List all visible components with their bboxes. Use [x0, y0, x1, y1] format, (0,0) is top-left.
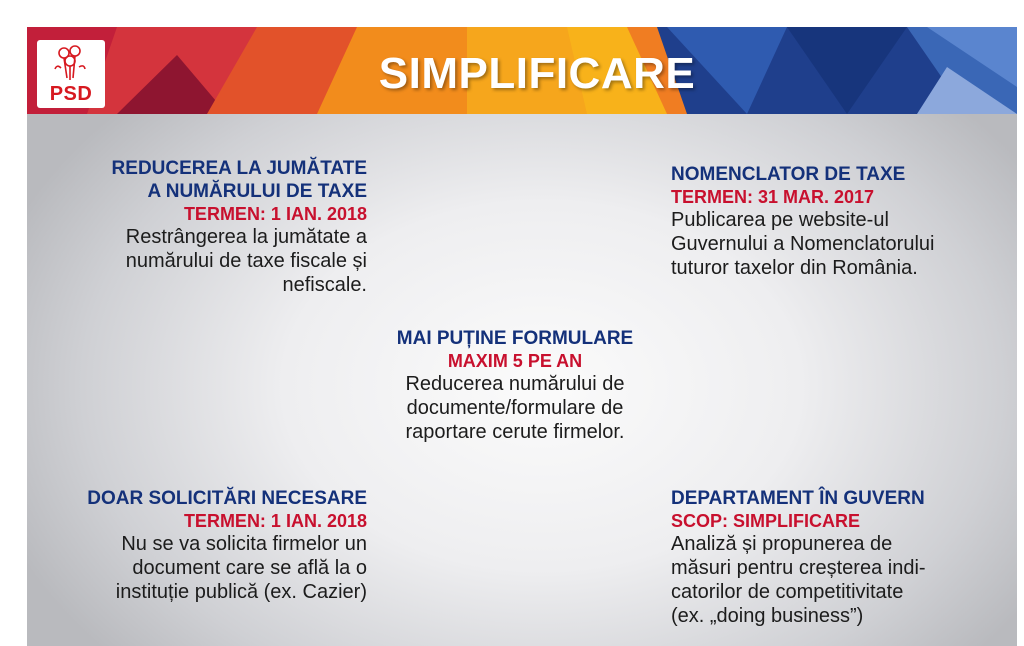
block-body-line: document care se află la o	[132, 557, 367, 579]
block-heading: REDUCEREA LA JUMĂTATE	[111, 158, 367, 179]
block-body-line: măsuri pentru creșterea indi-	[671, 557, 926, 579]
block-body-line: Nu se va solicita firmelor un	[121, 533, 367, 555]
header-banner	[27, 27, 1017, 114]
block-body-line: nefiscale.	[282, 274, 367, 296]
block-body-line: (ex. „doing business”)	[671, 605, 864, 627]
block-heading: A NUMĂRULUI DE TAXE	[147, 181, 367, 202]
block-government-department	[671, 487, 991, 628]
block-body-line: Analiză și propunerea de	[671, 533, 893, 555]
block-body-line: numărului de taxe fiscale și	[125, 250, 367, 272]
block-body-line: documente/formulare de	[406, 397, 624, 419]
block-body-line: raportare cerute firmelor.	[405, 421, 625, 443]
block-term: TERMEN: 1 IAN. 2018	[183, 511, 367, 531]
block-heading: DOAR SOLICITĂRI NECESARE	[87, 488, 367, 509]
logo-text: PSD	[49, 83, 93, 105]
poster	[27, 27, 1017, 646]
block-body-line: Restrângerea la jumătate a	[125, 226, 367, 248]
block-fewer-taxes	[67, 157, 367, 297]
page-title: SIMPLIFICARE	[378, 49, 696, 98]
block-body-line: instituție publică (ex. Cazier)	[115, 581, 367, 603]
block-body-line: Publicarea pe website-ul	[671, 209, 889, 231]
block-heading: MAI PUȚINE FORMULARE	[396, 328, 634, 349]
block-heading: DEPARTAMENT ÎN GUVERN	[671, 488, 925, 509]
block-term: TERMEN: 31 MAR. 2017	[671, 187, 875, 207]
block-necessary-requests	[47, 487, 367, 604]
block-body-line: catorilor de competitivitate	[671, 581, 904, 603]
block-body-line: Guvernului a Nomenclatorului	[671, 233, 935, 255]
psd-logo	[37, 40, 105, 108]
block-term: SCOP: SIMPLIFICARE	[671, 511, 861, 531]
block-heading: NOMENCLATOR DE TAXE	[671, 164, 906, 185]
block-body-line: Reducerea numărului de	[405, 373, 625, 395]
block-body-line: tuturor taxelor din România.	[671, 257, 918, 279]
block-term: MAXIM 5 PE AN	[447, 351, 583, 371]
block-term: TERMEN: 1 IAN. 2018	[183, 204, 367, 224]
block-tax-nomenclator	[671, 163, 991, 280]
block-fewer-forms	[365, 327, 665, 444]
